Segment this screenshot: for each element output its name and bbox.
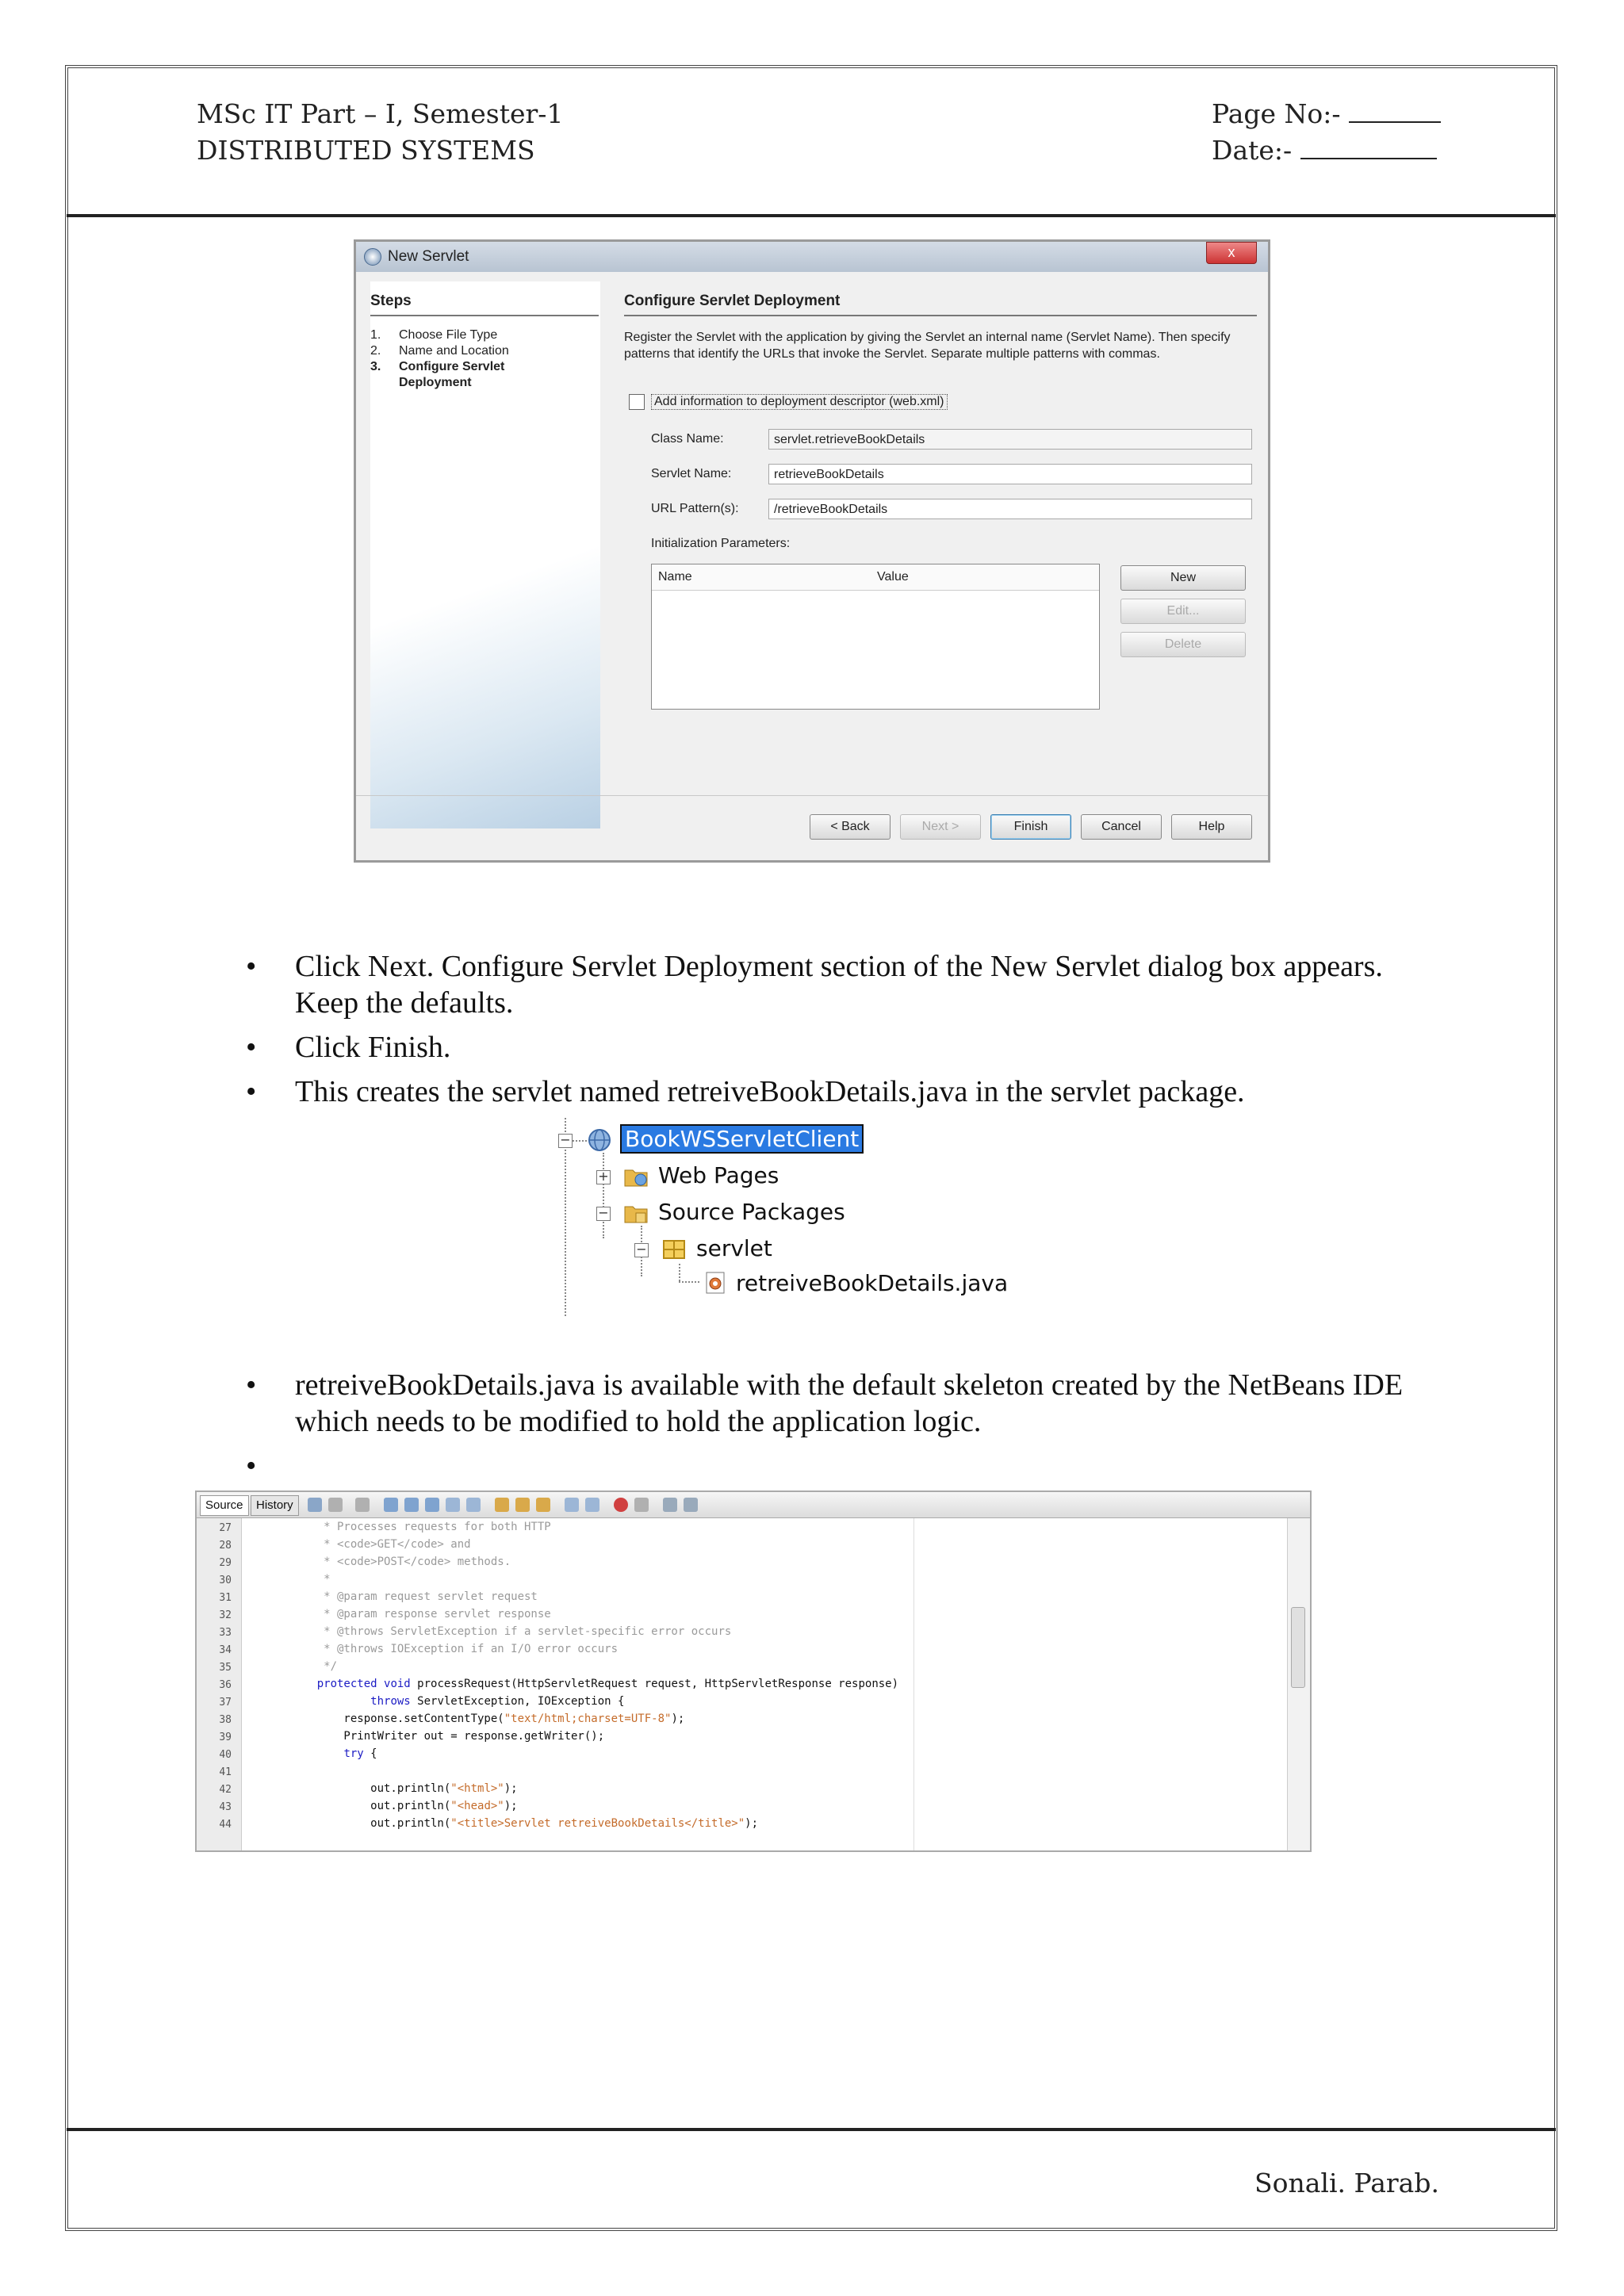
finish-button[interactable]: Finish [990,814,1071,840]
project-tree [555,1118,1009,1316]
forward-icon[interactable] [328,1498,343,1512]
params-table-header [652,564,1099,591]
step-item [370,343,509,359]
step-item-current [370,359,553,391]
params-column-name: Name [658,570,692,584]
instruction-list-2 [246,1367,1443,1484]
source-tab[interactable]: Source [200,1495,249,1516]
uncomment-icon[interactable] [684,1498,698,1512]
url-pattern-label: URL Pattern(s): [651,502,739,515]
line-number: 30 [219,1575,232,1586]
deployment-descriptor-label[interactable]: Add information to deployment descriptor (web.xml) [651,394,948,410]
subject-title: DISTRIBUTED SYSTEMS [197,135,535,166]
source-packages-node-label[interactable]: Source Packages [658,1199,845,1225]
date-blank [1300,134,1437,159]
page-no-label: Page No:- [1212,98,1341,129]
line-number: 38 [219,1714,232,1726]
back-icon[interactable] [308,1498,322,1512]
cancel-button[interactable]: Cancel [1081,814,1162,840]
collapse-icon[interactable]: − [558,1134,573,1148]
step-label: Choose File Type [399,328,498,342]
steps-rule [370,315,599,316]
code-editor [195,1490,1312,1852]
source-packages-folder-icon [623,1200,649,1226]
line-number: 39 [219,1732,232,1743]
params-column-value: Value [877,570,909,584]
toggle-highlight-icon[interactable] [446,1498,460,1512]
date-label: Date:- [1212,135,1293,166]
java-file-icon [703,1270,728,1295]
instruction-item: • retreiveBookDetails.java is available with the default skeleton created by the NetBeans IDE which needs to be modified to hold the application logic. [246,1367,1443,1440]
web-pages-node-label[interactable]: Web Pages [658,1162,779,1188]
line-number: 43 [219,1801,232,1813]
back-button[interactable]: < Back [810,814,891,840]
code-line[interactable]: out.println("<title>Servlet retreiveBookDetails</title>"); [290,1817,759,1830]
line-number: 42 [219,1784,232,1796]
line-number: 40 [219,1749,232,1761]
class-name-field[interactable]: servlet.retrieveBookDetails [768,429,1252,450]
find-previous-icon[interactable] [404,1498,419,1512]
url-pattern-field[interactable]: /retrieveBookDetails [768,499,1252,519]
history-nav-icon[interactable] [355,1498,370,1512]
section-description: Register the Servlet with the application by giving the Servlet an internal name (Servlet Name). Then specify patterns that identify the URLs that invoke the Servlet. Separate multiple patterns with commas. [624,331,1231,361]
tree-guide [679,1281,699,1283]
code-line[interactable]: throws ServletException, IOException { [370,1695,625,1708]
instruction-item: • Click Finish. [246,1029,1443,1066]
dialog-title-bar [356,242,1268,272]
line-number: 36 [219,1679,232,1691]
edit-param-button[interactable]: Edit... [1120,599,1246,624]
instruction-item: • Click Next. Configure Servlet Deployment section of the New Servlet dialog box appears. Keep the defaults. [246,948,1443,1021]
steps-heading: Steps [370,293,412,309]
step-number: 1. [370,328,381,342]
deployment-descriptor-checkbox[interactable] [629,394,645,410]
line-number: 35 [219,1662,232,1674]
collapse-icon[interactable]: − [596,1207,611,1221]
web-pages-folder-icon [623,1164,649,1189]
line-number: 37 [219,1697,232,1709]
collapse-icon[interactable]: − [634,1243,649,1257]
instruction-item: • This creates the servlet named retreiveBookDetails.java in the servlet package. [246,1073,1443,1110]
init-params-table[interactable] [651,564,1100,710]
stop-macro-icon[interactable] [634,1498,649,1512]
code-line[interactable]: * <code>POST</code> methods. [290,1556,511,1568]
netbeans-icon [364,248,381,266]
step-number: 2. [370,344,381,358]
expand-icon[interactable]: + [596,1170,611,1184]
search-icon[interactable] [384,1498,398,1512]
code-line[interactable]: out.println("<head>"); [290,1800,518,1812]
web-project-icon [587,1127,612,1153]
code-line[interactable]: * @throws IOException if an I/O error occurs [290,1643,619,1655]
toggle-selection-icon[interactable] [466,1498,481,1512]
line-number: 44 [219,1819,232,1831]
servlet-name-field[interactable]: retrieveBookDetails [768,464,1252,484]
dialog-footer-rule [356,795,1268,796]
comment-icon[interactable] [663,1498,677,1512]
line-number: 27 [219,1522,232,1534]
java-file-node-label[interactable]: retreiveBookDetails.java [736,1270,1009,1296]
code-line[interactable]: out.println("<html>"); [290,1782,518,1795]
instruction-list [246,948,1443,1110]
previous-bookmark-icon[interactable] [495,1498,509,1512]
start-macro-icon[interactable] [614,1498,628,1512]
code-line[interactable]: * @param response servlet response [290,1608,551,1621]
line-number: 28 [219,1540,232,1552]
line-number: 29 [219,1557,232,1569]
package-icon [661,1237,687,1262]
course-title: MSc IT Part – I, Semester-1 [197,98,564,129]
shift-left-icon[interactable] [565,1498,579,1512]
vertical-scrollbar[interactable] [1287,1518,1310,1850]
help-button[interactable]: Help [1171,814,1252,840]
page-no-blank [1349,98,1441,123]
footer-rule [67,2128,1556,2131]
instruction-item-empty [246,1448,1443,1484]
section-rule [624,315,1257,316]
section-heading: Configure Servlet Deployment [624,293,841,309]
new-param-button[interactable]: New [1120,565,1246,591]
line-number: 32 [219,1609,232,1621]
toggle-bookmark-icon[interactable] [536,1498,550,1512]
scrollbar-thumb[interactable] [1291,1607,1305,1688]
date-field [1212,133,1437,168]
init-params-label: Initialization Parameters: [651,537,791,550]
shift-right-icon[interactable] [585,1498,599,1512]
header-rule [67,214,1556,217]
code-line[interactable]: */ [290,1660,338,1673]
step-label: Configure Servlet Deployment [399,360,505,389]
code-line[interactable]: * [290,1573,331,1586]
line-number: 33 [219,1627,232,1639]
code-line[interactable]: PrintWriter out = response.getWriter(); [290,1730,605,1743]
history-tab[interactable]: History [251,1495,299,1516]
line-number: 34 [219,1644,232,1656]
class-name-label: Class Name: [651,432,724,446]
tree-guide [679,1264,680,1281]
next-bookmark-icon[interactable] [515,1498,530,1512]
package-node-label[interactable]: servlet [696,1235,772,1261]
line-number: 31 [219,1592,232,1604]
find-next-icon[interactable] [425,1498,439,1512]
dialog-title: New Servlet [388,248,469,265]
code-line[interactable]: response.setContentType("text/html;charset=UTF-8"); [290,1712,685,1725]
step-item [370,327,497,343]
project-node-label[interactable]: BookWSServletClient [622,1126,862,1152]
code-line[interactable]: * @param request servlet request [290,1590,538,1603]
code-line[interactable]: * Processes requests for both HTTP [290,1521,551,1533]
author-signature: Sonali. Parab. [1254,2168,1439,2198]
next-button[interactable]: Next > [900,814,981,840]
close-icon[interactable]: x [1206,242,1257,264]
code-line[interactable]: try { [343,1747,377,1760]
page-no-field [1212,97,1441,132]
step-number: 3. [370,360,381,373]
tree-guide [603,1153,604,1238]
tree-guide [573,1140,587,1142]
code-line[interactable]: * @throws ServletException if a servlet-specific error occurs [290,1625,732,1638]
new-servlet-dialog [354,239,1270,863]
steps-pane [370,281,600,828]
step-label: Name and Location [399,344,509,358]
editor-toolbar [197,1492,1310,1518]
delete-param-button[interactable]: Delete [1120,632,1246,657]
code-line[interactable]: * <code>GET</code> and [290,1538,471,1551]
servlet-name-label: Servlet Name: [651,467,732,480]
line-number: 41 [219,1766,232,1778]
code-line[interactable]: protected void processRequest(HttpServletRequest request, HttpServletResponse response) [316,1678,899,1690]
